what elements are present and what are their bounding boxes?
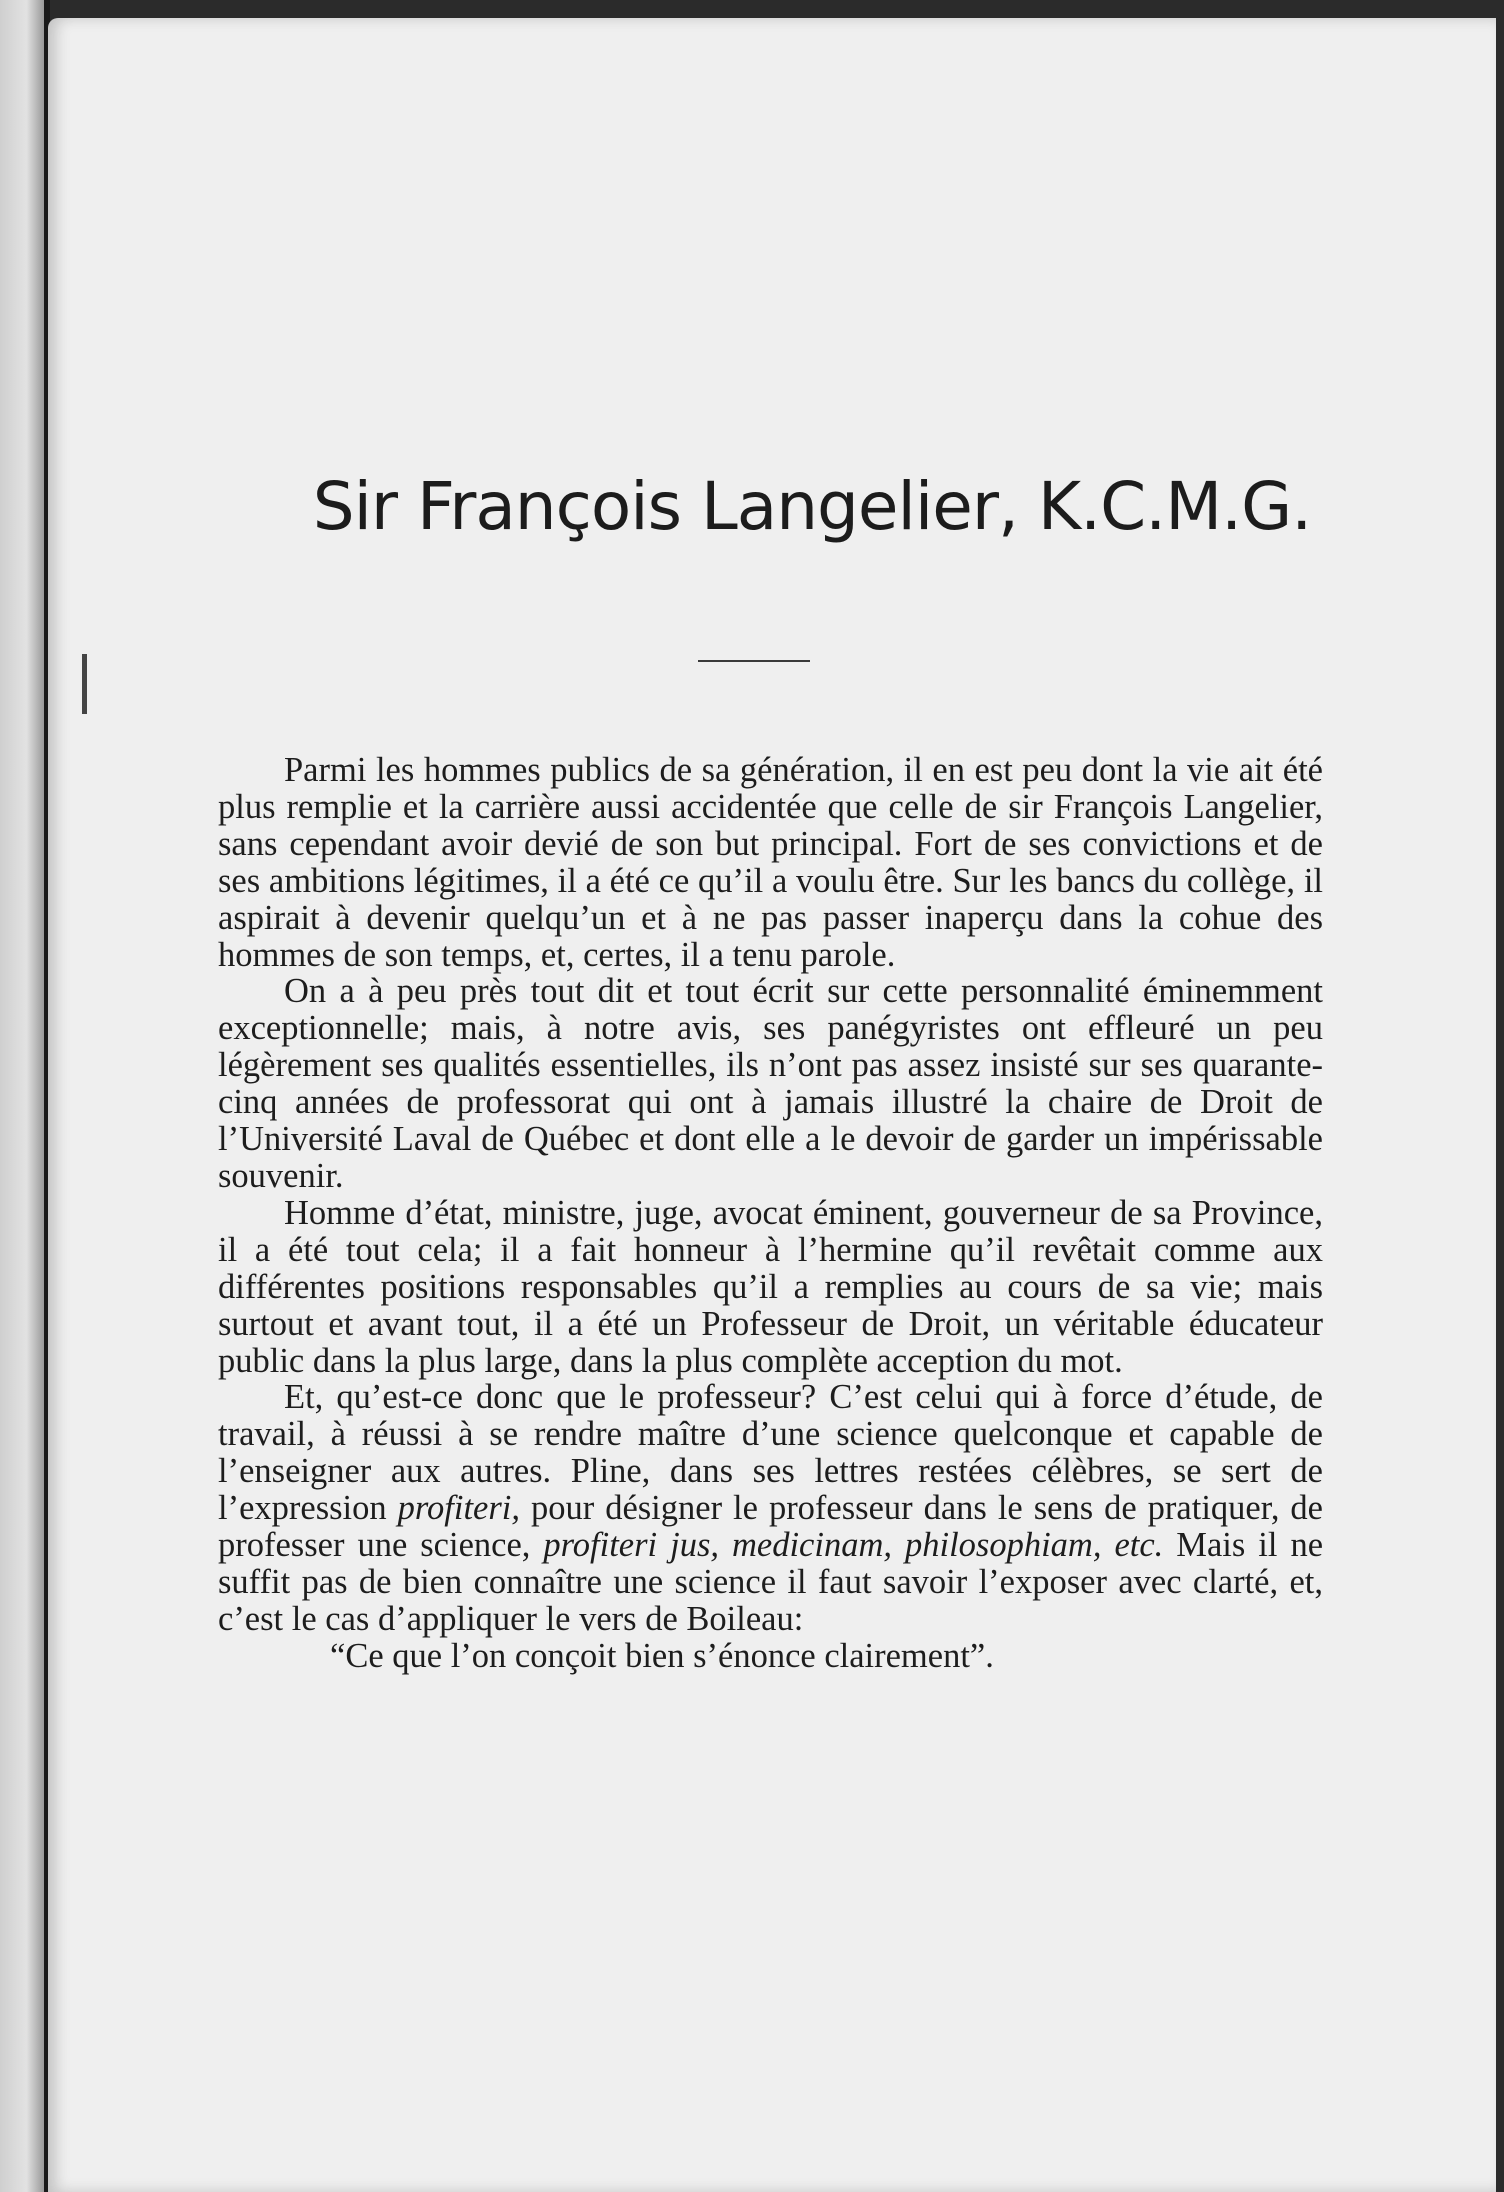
paragraph-3: Homme d’état, ministre, juge, avocat éminent, gouverneur de sa Province, il a été tout cela; il a fait honneur à l’hermine qu’il revêtait comme aux différentes positions responsables qu’il a remplies au cours de sa vie; mais surtout et avant tout, il a été un Professeur de Droit, un véritable éducateur public dans la plus large, dans la plus complète acception du mot. [218, 1193, 1323, 1380]
paragraph-4-italic-1: profiteri, [397, 1489, 520, 1528]
document-page [48, 18, 1496, 2192]
paragraph-4-part-1: Et, qu’est-ce donc que le professeur? C’est celui qui à force d’étude, de travail, à réussi à se rendre maître d’une science quelconque et capable de l’enseigner aux autres. Pline, dans ses lettres restées célèbres, se sert de l’expression [218, 1378, 1323, 1528]
boileau-quote: “Ce que l’on conçoit bien s’énonce clairement”. [330, 1636, 994, 1675]
title-separator-rule [698, 660, 810, 662]
previous-page-edge [0, 0, 44, 2192]
paragraph-4-part-3: Mais il ne suffit pas de bien connaître une science il faut savoir l’exposer avec clarté, et, c’est le cas d’appliquer le vers de Boileau: [218, 1526, 1324, 1638]
paragraph-4-part-2: pour désigner le professeur dans le sens de pratiquer, de professer une science, [218, 1489, 1323, 1565]
page-title: Sir François Langelier, K.C.M.G. [312, 468, 1312, 545]
paragraph-1: Parmi les hommes publics de sa génération, il en est peu dont la vie ait été plus remplie et la carrière aussi accidentée que celle de sir François Langelier, sans cependant avoir devié de son but principal. Fort de ses convictions et de ses ambitions légitimes, il a été ce qu’il a voulu être. Sur les bancs du collège, il aspirait à devenir quelqu’un et à ne pas passer inaperçu dans la cohue des hommes de son temps, et, certes, il a tenu parole. [218, 751, 1323, 974]
page-fold-mark [82, 654, 87, 714]
paragraph-2: On a à peu près tout dit et tout écrit sur cette personnalité éminemment exceptionnelle; mais, à notre avis, ses panégyristes ont effleuré un peu légèrement ses qualités essentielles, ils n’ont pas assez insisté sur ses quarante-cinq années de professorat qui ont à jamais illustré la chaire de Droit de l’Université Laval de Québec et dont elle a le devoir de garder un impérissable souvenir. [218, 972, 1323, 1195]
paragraph-4 [218, 1379, 1323, 1637]
paragraph-4-italic-2: profiteri jus, medicinam, philosophiam, etc. [543, 1526, 1164, 1565]
article-body [218, 752, 1323, 1675]
